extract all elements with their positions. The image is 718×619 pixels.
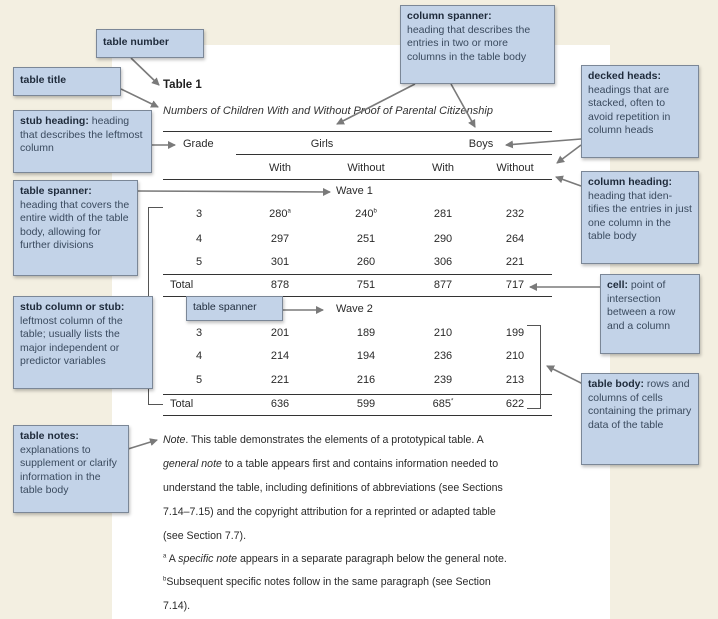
- specific-note-a: $^a$ A specific note appears in a separate paragraph below the general note.: [163, 553, 507, 565]
- table-cell: 240$^b$: [355, 208, 377, 220]
- table-cell: 236: [433, 350, 453, 362]
- column-heading: With: [269, 162, 291, 174]
- callout-table-body: table body: rows and columns of cells containing the primary data of the table: [581, 373, 699, 465]
- arrow-table-number: [131, 58, 159, 85]
- arrow-column-spanner-boys: [451, 84, 475, 127]
- general-note-line: general note to a table appears first and contains information needed to: [163, 458, 499, 470]
- table-cell: 194: [356, 350, 376, 362]
- table-cell: 685*: [432, 398, 454, 410]
- table-cell: 221: [270, 374, 290, 386]
- column-heading: Without: [496, 162, 534, 174]
- table-cell: 622: [505, 398, 525, 410]
- stub-cell: 3: [195, 327, 203, 339]
- callout-table-spanner: table spanner: heading that covers the entire width of the table body, allowing for further divisions: [13, 180, 138, 276]
- callout-table-spanner-small: table spanner: [186, 296, 283, 321]
- table-spanner-wave2: Wave 2: [336, 303, 373, 315]
- column-heading: Without: [347, 162, 385, 174]
- table-cell: 251: [356, 233, 376, 245]
- stub-cell: 5: [195, 374, 203, 386]
- table-cell: 239: [433, 374, 453, 386]
- footnote-mark: a: [287, 208, 291, 215]
- table-cell: 216: [356, 374, 376, 386]
- table-cell: 221: [505, 256, 525, 268]
- general-note-line: (see Section 7.7).: [163, 530, 247, 542]
- arrow-column-spanner-girls: [337, 84, 415, 124]
- table-cell: 199: [505, 327, 525, 339]
- table-cell: 636: [270, 398, 290, 410]
- footnote-mark: *: [451, 398, 454, 405]
- specific-note-b: $^b$Subsequent specific notes follow in the same paragraph (see Section: [163, 576, 491, 588]
- stub-cell: 4: [195, 350, 203, 362]
- callout-table-notes: table notes: explanations to supplement or clarify information in the table body: [13, 425, 129, 513]
- callout-column-spanner: column spanner: heading that describes the entries in two or more columns in the table body: [400, 5, 555, 84]
- table-cell: 201: [270, 327, 290, 339]
- table-cell: 717: [505, 279, 525, 291]
- table-title: Numbers of Children With and Without Proof of Parental Citizenship: [163, 105, 493, 117]
- general-note-line: 7.14–7.15) and the copyright attribution for a reprinted or adapted table: [163, 506, 496, 518]
- table-cell: 301: [270, 256, 290, 268]
- arrow-column-heading: [556, 177, 581, 186]
- table-spanner-wave1: Wave 1: [336, 185, 373, 197]
- footnote-mark: b: [373, 208, 377, 215]
- callout-cell: cell: point of intersection between a row and a column: [600, 274, 700, 354]
- arrow-table-title: [121, 89, 158, 107]
- table-cell: 210: [505, 350, 525, 362]
- callout-stub-column: stub column or stub: leftmost column of the table; usually lists the major independent or predictor variables: [13, 296, 153, 389]
- arrow-decked-heads: [557, 145, 581, 163]
- table-cell: 877: [433, 279, 453, 291]
- callout-column-heading: column heading: heading that iden-tifies the entries in just one column in the table body: [581, 171, 699, 264]
- column-heading: With: [432, 162, 454, 174]
- table-cell: 281: [433, 208, 453, 220]
- table-cell: 260: [356, 256, 376, 268]
- callout-table-number: table number: [96, 29, 204, 58]
- table-cell: 213: [505, 374, 525, 386]
- table-cell: 210: [433, 327, 453, 339]
- table-cell: 214: [270, 350, 290, 362]
- table-number: Table 1: [163, 79, 202, 91]
- arrow-decked-heads-boys: [506, 139, 581, 145]
- table-cell: 751: [356, 279, 376, 291]
- stub-heading: Grade: [183, 138, 214, 150]
- stub-cell: 3: [195, 208, 203, 220]
- table-cell: 306: [433, 256, 453, 268]
- callout-stub-heading: stub heading: heading that describes the leftmost column: [13, 110, 152, 173]
- table-cell: 297: [270, 233, 290, 245]
- column-spanner-girls: Girls: [310, 138, 334, 150]
- arrow-table-spanner: [138, 191, 330, 192]
- table-cell: 599: [356, 398, 376, 410]
- stub-cell: 5: [195, 256, 203, 268]
- general-note-line: Note. This table demonstrates the elements of a prototypical table. A: [163, 434, 484, 446]
- arrow-table-body: [547, 366, 583, 384]
- table-cell: 189: [356, 327, 376, 339]
- column-spanner-boys: Boys: [468, 138, 494, 150]
- arrow-table-notes: [128, 440, 157, 449]
- callout-table-title: table title: [13, 67, 121, 96]
- total-label: Total: [170, 398, 194, 410]
- callout-decked-heads: decked heads: headings that are stacked, often to avoid repetition in column heads: [581, 65, 699, 158]
- total-label: Total: [170, 279, 194, 291]
- table-cell: 280$^a$: [269, 208, 291, 220]
- table-cell: 878: [270, 279, 290, 291]
- table-cell: 290: [433, 233, 453, 245]
- table-cell: 264: [505, 233, 525, 245]
- stub-cell: 4: [195, 233, 203, 245]
- general-note-line: understand the table, including definitions of abbreviations (see Sections: [163, 482, 503, 494]
- specific-note-b-cont: 7.14).: [163, 600, 191, 612]
- table-cell: 232: [505, 208, 525, 220]
